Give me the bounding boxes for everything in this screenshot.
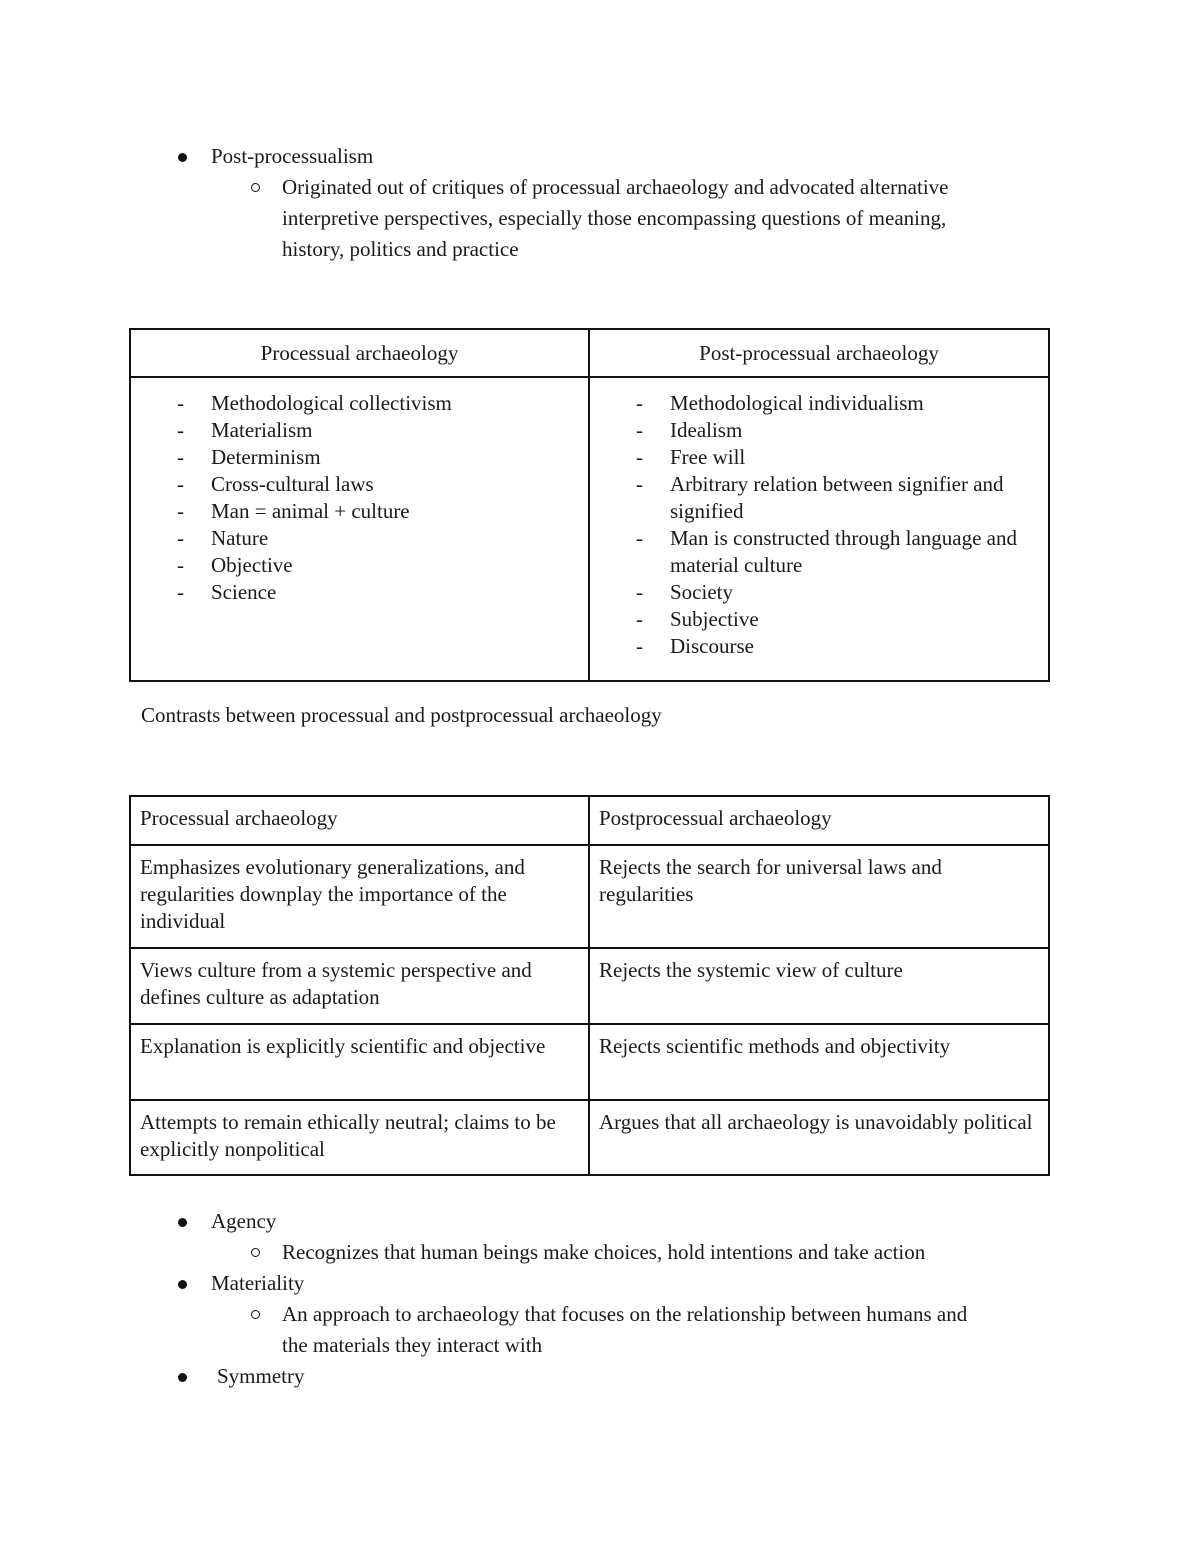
table2-cell: Argues that all archaeology is unavoidably political xyxy=(589,1100,1049,1175)
sub-item-agency: Recognizes that human beings make choices, hold intentions and take action xyxy=(282,1240,926,1264)
table2-cell: Rejects scientific methods and objectivity xyxy=(589,1024,1049,1100)
table2-header-postprocessual: Postprocessual archaeology xyxy=(589,796,1049,845)
list-item-symmetry: Symmetry xyxy=(217,1364,305,1388)
sub-item-line-3: history, politics and practice xyxy=(282,237,519,261)
sub-item-line-1: Originated out of critiques of processual archaeology and advocated alternative xyxy=(282,175,949,199)
list-item: - Determinism xyxy=(177,445,321,469)
list-item: - Man is constructed through language and material culture xyxy=(636,526,1017,577)
bullet-ring xyxy=(251,1248,260,1257)
comparison-table-2 xyxy=(129,795,1050,1176)
bullet-dot xyxy=(178,1280,187,1289)
table2-cell: Rejects the systemic view of culture xyxy=(589,948,1049,1024)
list-item-agency: Agency xyxy=(211,1209,277,1233)
table2-cell: Attempts to remain ethically neutral; claims to be explicitly nonpolitical xyxy=(130,1100,589,1175)
list-item: - Objective xyxy=(177,553,293,577)
list-item: - Methodological individualism xyxy=(636,391,924,415)
sub-item-materiality-line-2: the materials they interact with xyxy=(282,1333,543,1357)
list-item-materiality: Materiality xyxy=(211,1271,305,1295)
table1-left-list xyxy=(131,390,588,606)
list-item: - Free will xyxy=(636,445,746,469)
list-item: - Nature xyxy=(177,526,269,550)
table1-header-processual: Processual archaeology xyxy=(130,329,589,377)
sub-item-materiality-line-1: An approach to archaeology that focuses on the relationship between humans and xyxy=(282,1302,968,1326)
list-item: - Subjective xyxy=(636,607,759,631)
table2-header-processual: Processual archaeology xyxy=(130,796,589,845)
table1-right-cell xyxy=(589,377,1049,681)
list-item: - Cross-cultural laws xyxy=(177,472,374,496)
bullet-ring xyxy=(251,1310,260,1319)
table1-left-cell xyxy=(130,377,589,681)
comparison-table-1 xyxy=(129,328,1050,682)
bullet-dot xyxy=(178,1218,187,1227)
list-item: - Materialism xyxy=(177,418,313,442)
bullet-ring xyxy=(251,183,260,192)
list-item: - Methodological collectivism xyxy=(177,391,452,415)
list-item: - Science xyxy=(177,580,277,604)
sub-item-line-2: interpretive perspectives, especially those encompassing questions of meaning, xyxy=(282,206,947,230)
list-item: - Idealism xyxy=(636,418,743,442)
list-item: - Society xyxy=(636,580,733,604)
table1-right-list xyxy=(590,390,1048,660)
table2-cell: Emphasizes evolutionary generalizations, and regularities downplay the importance of the individual xyxy=(130,845,589,948)
list-item: - Arbitrary relation between signifier and signified xyxy=(636,472,1004,523)
list-item-post-processualism: Post-processualism xyxy=(211,144,374,168)
bullet-dot xyxy=(178,1373,187,1382)
bullet-dot xyxy=(178,153,187,162)
table-caption: Contrasts between processual and postprocessual archaeology xyxy=(141,703,662,727)
list-item: - Discourse xyxy=(636,634,754,658)
table1-header-post-processual: Post-processual archaeology xyxy=(589,329,1049,377)
list-item: - Man = animal + culture xyxy=(177,499,410,523)
table2-cell: Views culture from a systemic perspective and defines culture as adaptation xyxy=(130,948,589,1024)
table2-cell: Explanation is explicitly scientific and objective xyxy=(130,1024,589,1100)
table2-cell: Rejects the search for universal laws and regularities xyxy=(589,845,1049,948)
